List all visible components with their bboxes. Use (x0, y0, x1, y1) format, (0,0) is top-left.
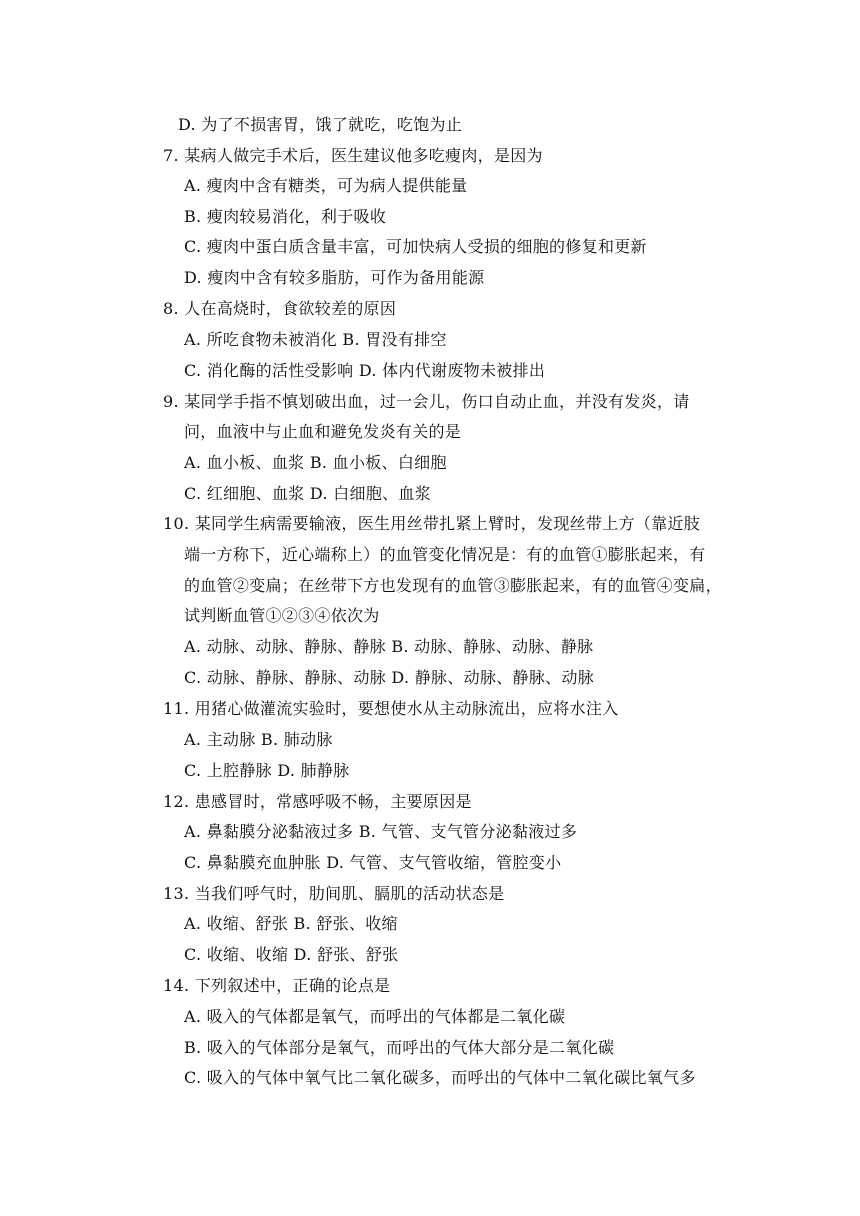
q9-stem: 9. 某同学手指不慎划破出血，过一会儿，伤口自动止血，并没有发炎，请 (163, 392, 690, 411)
q12-options-cd: C. 鼻黏膜充血肿胀 D. 气管、支气管收缩，管腔变小 (184, 853, 562, 872)
q12-stem: 12. 患感冒时，常感呼吸不畅，主要原因是 (163, 792, 472, 811)
q7-option-c: C. 瘦肉中蛋白质含量丰富，可加快病人受损的细胞的修复和更新 (184, 237, 647, 256)
q7-stem: 7. 某病人做完手术后，医生建议他多吃瘦肉，是因为 (163, 146, 543, 165)
q10-options-ab: A. 动脉、动脉、静脉、静脉 B. 动脉、静脉、动脉、静脉 (184, 637, 594, 656)
q9-options-ab: A. 血小板、血浆 B. 血小板、白细胞 (184, 453, 447, 472)
q8-stem: 8. 人在高烧时，食欲较差的原因 (163, 299, 397, 318)
q6-option-d: D. 为了不损害胃，饿了就吃，吃饱为止 (178, 115, 463, 134)
q11-stem: 11. 用猪心做灌流实验时，要想使水从主动脉流出，应将水注入 (163, 699, 619, 718)
q8-options-ab: A. 所吃食物未被消化 B. 胃没有排空 (184, 330, 447, 349)
q13-options-cd: C. 收缩、收缩 D. 舒张、舒张 (184, 945, 399, 964)
q7-option-a: A. 瘦肉中含有糖类，可为病人提供能量 (184, 176, 468, 195)
q7-option-b: B. 瘦肉较易消化，利于吸收 (184, 207, 387, 226)
q9-options-cd: C. 红细胞、血浆 D. 白细胞、血浆 (184, 484, 432, 503)
q8-options-cd: C. 消化酶的活性受影响 D. 体内代谢废物未被排出 (184, 361, 546, 380)
q7-option-d: D. 瘦肉中含有较多脂肪，可作为备用能源 (184, 268, 485, 287)
q10-stem-line4: 试判断血管①②③④依次为 (184, 606, 380, 625)
q10-stem-line2: 端一方称下，近心端称上）的血管变化情况是：有的血管①膨胀起来，有 (184, 545, 706, 564)
q14-stem: 14. 下列叙述中，正确的论点是 (163, 976, 391, 995)
q14-option-b: B. 吸入的气体部分是氧气，而呼出的气体大部分是二氧化碳 (184, 1038, 615, 1057)
q13-stem: 13. 当我们呼气时，肋间肌、膈肌的活动状态是 (163, 884, 505, 903)
q13-options-ab: A. 收缩、舒张 B. 舒张、收缩 (184, 914, 398, 933)
q11-options-cd: C. 上腔静脉 D. 肺静脉 (184, 761, 350, 780)
q14-option-a: A. 吸入的气体都是氧气，而呼出的气体都是二氧化碳 (184, 1007, 566, 1026)
q10-options-cd: C. 动脉、静脉、静脉、动脉 D. 静脉、动脉、静脉、动脉 (184, 668, 595, 687)
q14-option-c: C. 吸入的气体中氧气比二氧化碳多，而呼出的气体中二氧化碳比氧气多 (184, 1068, 696, 1087)
q10-stem-line3: 的血管②变扁；在丝带下方也发现有的血管③膨胀起来，有的血管④变扁， (184, 576, 722, 595)
q10-stem: 10. 某同学生病需要输液，医生用丝带扎紧上臂时，发现丝带上方（靠近肢 (163, 514, 701, 533)
q11-options-ab: A. 主动脉 B. 肺动脉 (184, 730, 333, 749)
q9-stem-continued: 问，血液中与止血和避免发炎有关的是 (184, 422, 462, 441)
q12-options-ab: A. 鼻黏膜分泌黏液过多 B. 气管、支气管分泌黏液过多 (184, 822, 578, 841)
